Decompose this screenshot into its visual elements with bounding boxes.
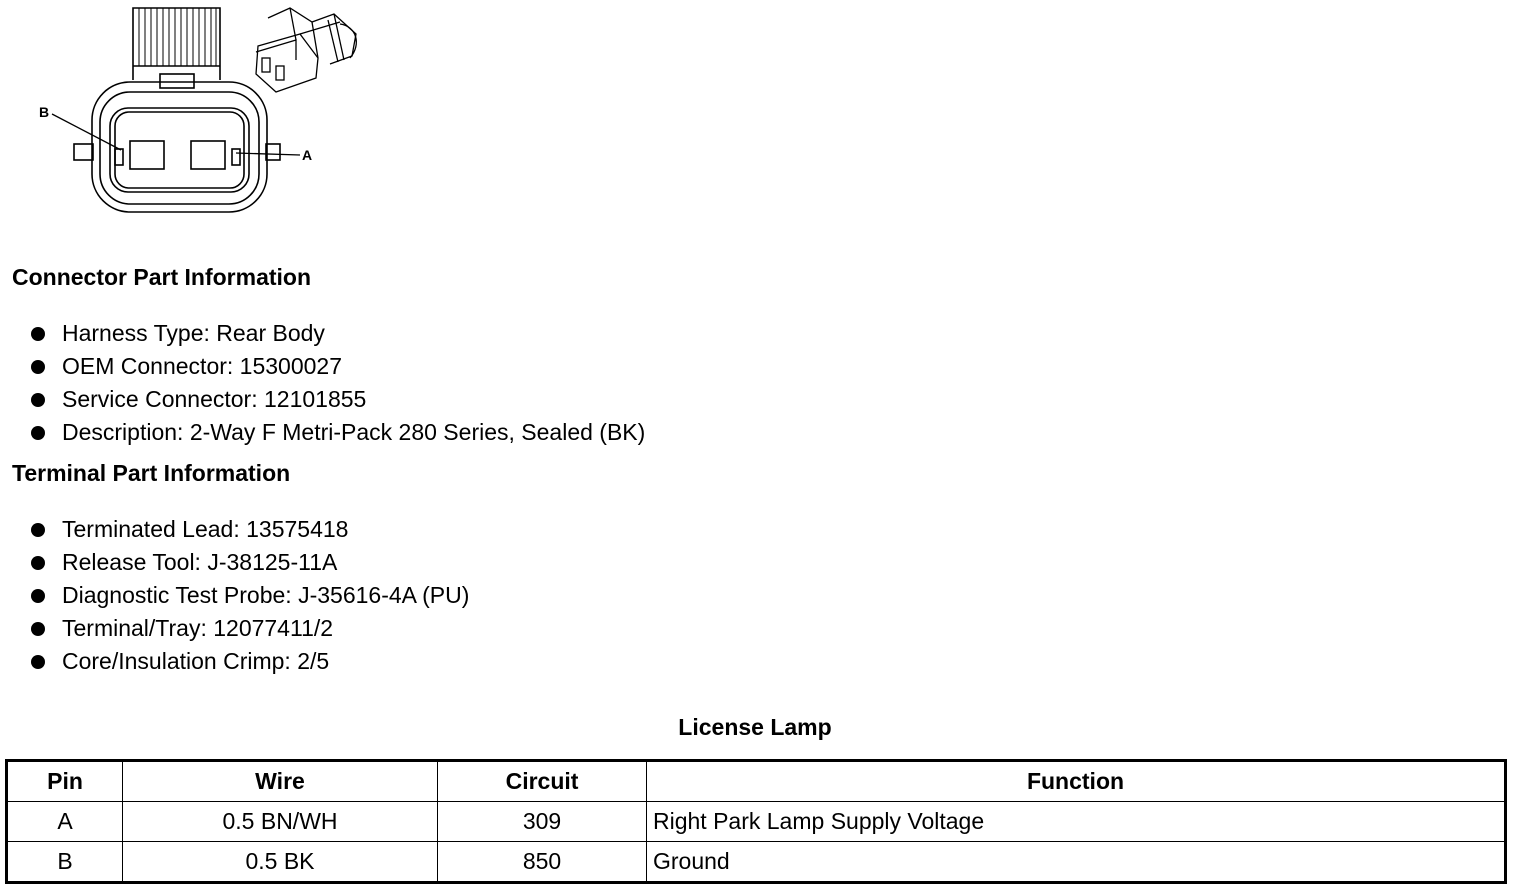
- pinout-table: [5, 759, 1507, 884]
- list-item: [28, 317, 645, 350]
- pin-label-b: B: [39, 104, 50, 120]
- connector-isometric-view: [256, 8, 356, 92]
- table-row: [7, 842, 1506, 883]
- header-function: Function: [647, 761, 1506, 802]
- connector-info-list: [28, 317, 645, 449]
- bullet-icon: [31, 360, 45, 374]
- list-item-text: Release Tool: J-38125-11A: [62, 549, 338, 575]
- list-item-text: Terminal/Tray: 12077411/2: [62, 615, 334, 641]
- cell-function: Ground: [647, 842, 1506, 883]
- bullet-icon: [31, 622, 45, 636]
- connector-diagram: [0, 0, 380, 220]
- header-wire: Wire: [123, 761, 438, 802]
- terminal-info-heading: Terminal Part Information: [12, 460, 291, 486]
- cell-circuit: 850: [438, 842, 647, 883]
- list-item-text: Diagnostic Test Probe: J-35616-4A (PU): [62, 582, 470, 608]
- bullet-icon: [31, 589, 45, 603]
- header-pin: Pin: [7, 761, 123, 802]
- list-item: [28, 612, 469, 645]
- terminal-info-list: [28, 513, 469, 678]
- bullet-icon: [31, 426, 45, 440]
- header-circuit: Circuit: [438, 761, 647, 802]
- list-item: [28, 350, 645, 383]
- list-item: [28, 645, 469, 678]
- table-row: [7, 802, 1506, 842]
- list-item: [28, 579, 469, 612]
- bullet-icon: [31, 523, 45, 537]
- cell-pin: B: [7, 842, 123, 883]
- cell-function: Right Park Lamp Supply Voltage: [647, 802, 1506, 842]
- cavity-b: [130, 141, 164, 169]
- bullet-icon: [31, 655, 45, 669]
- cell-wire: 0.5 BN/WH: [123, 802, 438, 842]
- list-item-text: Service Connector: 12101855: [62, 386, 367, 412]
- connector-latch: [133, 8, 220, 80]
- pin-label-a: A: [302, 147, 313, 163]
- cell-pin: A: [7, 802, 123, 842]
- bullet-icon: [31, 393, 45, 407]
- list-item-text: Core/Insulation Crimp: 2/5: [62, 648, 330, 674]
- bullet-icon: [31, 327, 45, 341]
- list-item-text: Description: 2-Way F Metri-Pack 280 Series, Sealed (BK): [62, 419, 646, 445]
- table-header-row: [7, 761, 1506, 802]
- connector-info-heading: Connector Part Information: [12, 264, 312, 290]
- cell-wire: 0.5 BK: [123, 842, 438, 883]
- table-title: License Lamp: [678, 714, 832, 740]
- list-item: [28, 513, 469, 546]
- list-item-text: OEM Connector: 15300027: [62, 353, 343, 379]
- bullet-icon: [31, 556, 45, 570]
- list-item: [28, 546, 469, 579]
- list-item-text: Harness Type: Rear Body: [62, 320, 325, 346]
- cavity-a: [191, 141, 225, 169]
- list-item: [28, 383, 645, 416]
- list-item-text: Terminated Lead: 13575418: [62, 516, 349, 542]
- list-item: [28, 416, 645, 449]
- cell-circuit: 309: [438, 802, 647, 842]
